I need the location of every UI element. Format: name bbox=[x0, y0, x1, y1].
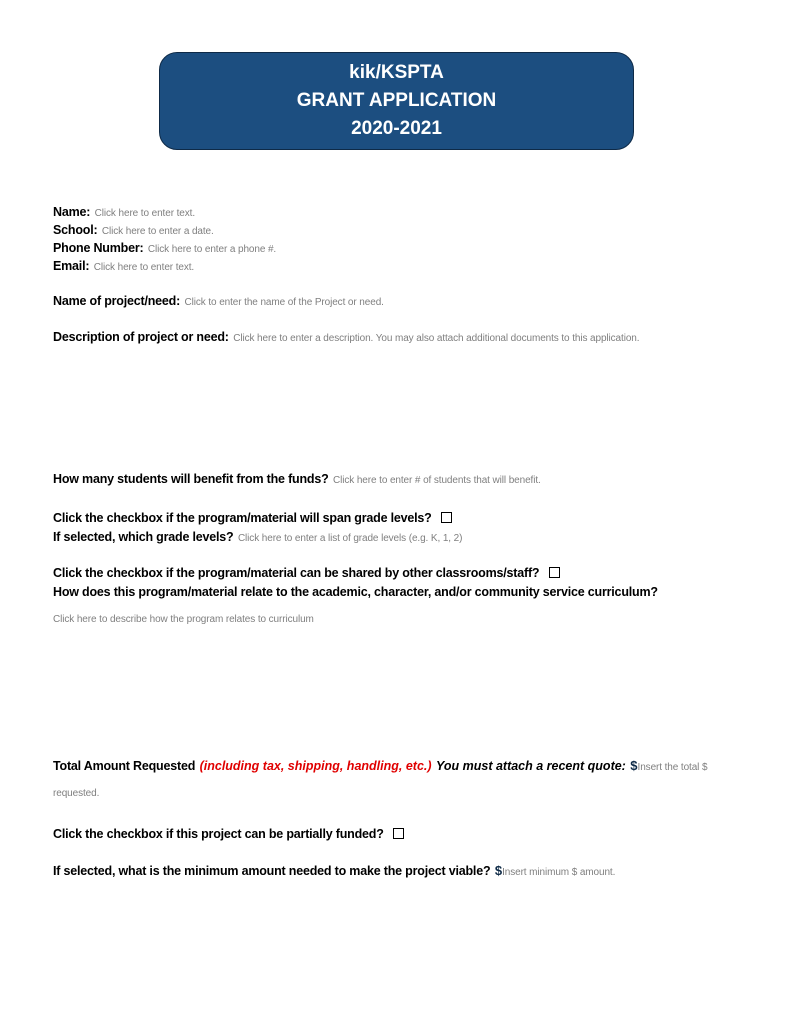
curriculum-field[interactable]: Click here to describe how the program relates to curriculum bbox=[53, 614, 314, 625]
students-row bbox=[53, 470, 541, 488]
school-row bbox=[53, 221, 214, 239]
name-row bbox=[53, 203, 195, 221]
project-name-row bbox=[53, 292, 384, 310]
name-field[interactable]: Click here to enter text. bbox=[94, 208, 195, 219]
minimum-row bbox=[53, 862, 615, 880]
students-label: How many students will benefit from the funds? bbox=[53, 472, 329, 486]
curriculum-label: How does this program/material relate to the academic, character, and/or community service curriculum? bbox=[53, 585, 658, 599]
description-label: Description of project or need: bbox=[53, 330, 229, 344]
total-label: Total Amount Requested bbox=[53, 759, 196, 773]
email-label: Email: bbox=[53, 259, 90, 273]
grade-levels-label: If selected, which grade levels? bbox=[53, 530, 234, 544]
total-quote-note: You must attach a recent quote: bbox=[436, 759, 626, 773]
partial-label: Click the checkbox if this project can be partially funded? bbox=[53, 827, 384, 841]
partial-checkbox[interactable] bbox=[393, 828, 404, 839]
form-title: GRANT APPLICATION bbox=[296, 90, 497, 111]
org-name: kik/KSPTA bbox=[349, 62, 444, 83]
school-field[interactable]: Click here to enter a date. bbox=[101, 226, 214, 237]
total-amount-field[interactable]: Insert the total $ bbox=[637, 762, 708, 773]
total-note-red: (including tax, shipping, handling, etc.) bbox=[199, 759, 432, 773]
grade-levels-field[interactable]: Click here to enter a list of grade levels (e.g. K, 1, 2) bbox=[237, 533, 463, 544]
phone-row bbox=[53, 239, 276, 257]
partial-row bbox=[53, 825, 404, 843]
shared-row bbox=[53, 564, 560, 582]
total-amount-field-cont[interactable]: requested. bbox=[53, 788, 100, 799]
phone-label: Phone Number: bbox=[53, 241, 144, 255]
curriculum-input-row bbox=[53, 609, 314, 627]
span-grades-row bbox=[53, 509, 452, 527]
name-label: Name: bbox=[53, 205, 91, 219]
email-row bbox=[53, 257, 194, 275]
school-label: School: bbox=[53, 223, 98, 237]
shared-label: Click the checkbox if the program/material can be shared by other classrooms/staff? bbox=[53, 566, 540, 580]
project-name-label: Name of project/need: bbox=[53, 294, 181, 308]
email-field[interactable]: Click here to enter text. bbox=[93, 262, 195, 273]
description-row bbox=[53, 328, 639, 346]
minimum-currency: $ bbox=[494, 863, 503, 878]
description-field[interactable]: Click here to enter a description. You may also attach additional documents to this application. bbox=[233, 333, 640, 344]
students-field[interactable]: Click here to enter # of students that will benefit. bbox=[333, 475, 541, 486]
minimum-label: If selected, what is the minimum amount needed to make the project viable? bbox=[53, 864, 491, 878]
minimum-amount-field[interactable]: Insert minimum $ amount. bbox=[502, 867, 616, 878]
total-currency: $ bbox=[630, 758, 638, 773]
project-name-field[interactable]: Click to enter the name of the Project or need. bbox=[184, 297, 384, 308]
span-grades-checkbox[interactable] bbox=[441, 512, 452, 523]
header-banner bbox=[159, 52, 634, 150]
total-row-cont bbox=[53, 783, 99, 801]
total-row bbox=[53, 757, 707, 775]
curriculum-row bbox=[53, 583, 658, 601]
form-year: 2020-2021 bbox=[351, 118, 442, 139]
grade-levels-row bbox=[53, 528, 462, 546]
span-grades-label: Click the checkbox if the program/material will span grade levels? bbox=[53, 511, 432, 525]
shared-checkbox[interactable] bbox=[549, 567, 560, 578]
phone-field[interactable]: Click here to enter a phone #. bbox=[147, 244, 277, 255]
